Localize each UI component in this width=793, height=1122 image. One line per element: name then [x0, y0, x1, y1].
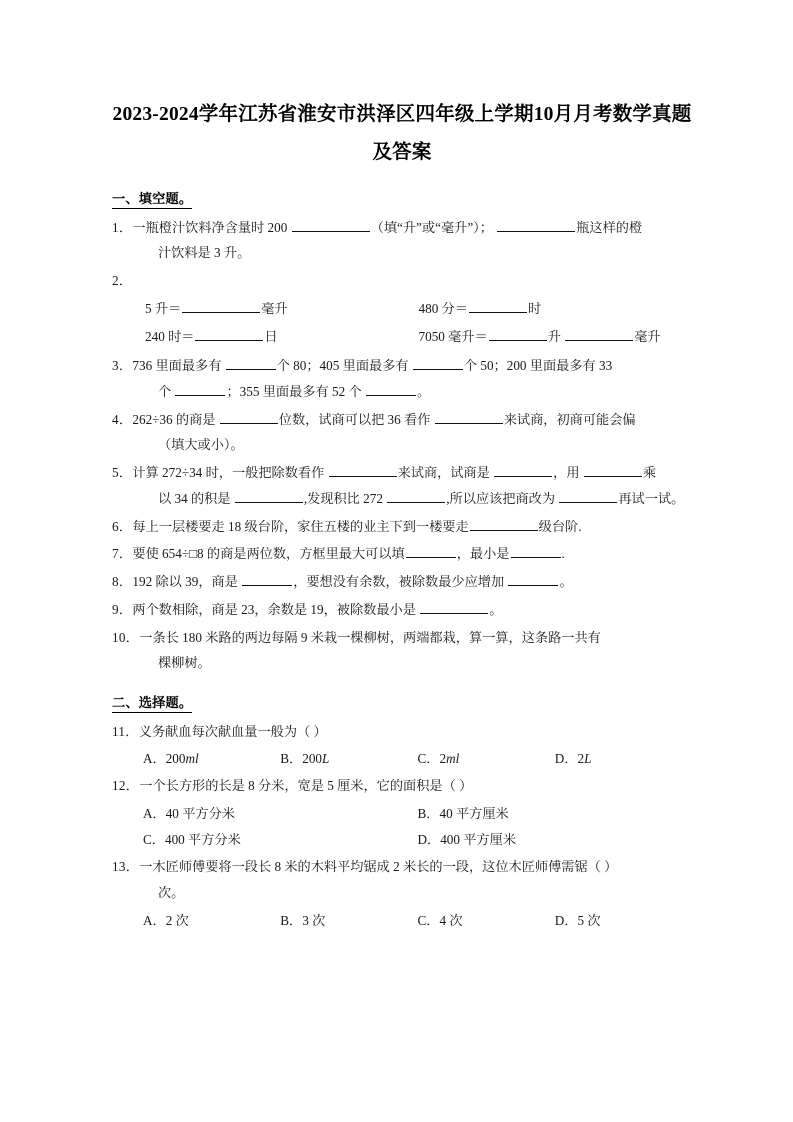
- question-6-number: 6．: [112, 518, 133, 534]
- question-4-blank-2[interactable]: [435, 409, 503, 423]
- question-2-conversion-grid: [112, 296, 692, 350]
- question-7-text-c: .: [561, 546, 565, 562]
- conversion-item-1-lead: 5 升＝: [145, 300, 182, 316]
- question-4-text-b: 位数，试商可以把 36 看作: [278, 411, 431, 427]
- question-5-text-c: ，用: [553, 465, 580, 481]
- question-9-text-a: 两个数相除，商是 23，余数是 19，被除数最小是: [132, 601, 416, 617]
- question-5-line2: [135, 486, 692, 512]
- question-11-number: 11．: [112, 723, 139, 739]
- question-9-number: 9．: [112, 601, 133, 617]
- question-5-blank-5[interactable]: [387, 489, 445, 503]
- question-8-number: 8．: [112, 574, 133, 590]
- question-10-text-a: 一条长 180 米路的两边每隔 9 米栽一棵柳树，两端都栽，算一算，这条路一共有: [139, 629, 601, 645]
- question-3-text-d: 个: [158, 383, 172, 399]
- question-5-text-g: ,所以应该把商改为: [446, 490, 556, 506]
- question-5-text-e: 以 34 的积是: [158, 490, 231, 506]
- question-3-text-a: 736 里面最多有: [132, 358, 222, 374]
- question-8-text-c: 。: [559, 574, 573, 590]
- question-8: [112, 569, 692, 595]
- question-7-text-b: ，最小是: [456, 546, 510, 562]
- question-13: [112, 854, 692, 905]
- question-6-text-b: 级台阶.: [538, 518, 582, 534]
- question-12-option-c[interactable]: C．400 平方分米: [143, 832, 241, 848]
- page-title: 2023-2024学年江苏省淮安市洪泽区四年级上学期10月月考数学真题及答案: [112, 104, 692, 164]
- question-11-option-d[interactable]: [555, 746, 692, 772]
- question-1-line2: 汁饮料是 3 升。: [158, 245, 251, 261]
- question-4-blank-1[interactable]: [220, 409, 278, 423]
- question-1-blank-2[interactable]: [497, 217, 575, 231]
- question-3-text-c: 个 50；200 里面最多有 33: [463, 358, 613, 374]
- question-3-text-f: 。: [416, 383, 431, 399]
- question-5-number: 5．: [112, 465, 133, 481]
- question-9-blank-1[interactable]: [420, 600, 488, 614]
- question-5-text-d: 乘: [642, 465, 657, 481]
- question-13-option-b[interactable]: B．3 次: [280, 912, 326, 928]
- question-2: [112, 268, 692, 294]
- question-9-text-b: 。: [489, 601, 503, 617]
- question-10-line2: 棵柳树。: [158, 655, 211, 671]
- question-3-text-e: ；355 里面最多有 52 个: [226, 383, 362, 399]
- conversion-item-4-mid: 升: [547, 329, 561, 345]
- question-11-option-a-unit: ml: [185, 751, 199, 767]
- question-3-number: 3．: [112, 358, 133, 374]
- question-11-option-d-label: D．2: [554, 751, 585, 767]
- question-7-blank-1[interactable]: [406, 544, 456, 558]
- question-1-text-a: 一瓶橙汁饮料净含量时 200: [132, 219, 288, 235]
- question-12: [112, 773, 692, 799]
- question-1: [112, 215, 692, 266]
- question-13-line2: 次。: [158, 884, 185, 900]
- question-10-number: 10．: [112, 629, 140, 645]
- question-8-blank-1[interactable]: [242, 572, 292, 586]
- conversion-item-4-blank-2[interactable]: [565, 327, 633, 341]
- question-9: [112, 597, 692, 623]
- conversion-row-2: [135, 324, 692, 350]
- question-11-option-c-unit: ml: [446, 751, 460, 767]
- question-8-blank-2[interactable]: [508, 572, 558, 586]
- question-7-text-a: 要使 654÷□8 的商是两位数，方框里最大可以填: [132, 546, 405, 562]
- conversion-item-4-lead: 7050 毫升＝: [418, 329, 488, 345]
- question-12-options-row-2: [112, 827, 692, 853]
- question-3: [112, 353, 692, 404]
- question-5-blank-1[interactable]: [329, 463, 397, 477]
- question-6-text-a: 每上一层楼要走 18 级台阶，家住五楼的业主下到一楼要走: [132, 518, 469, 534]
- section-heading-fill-in-text: 一、填空题。: [112, 191, 192, 209]
- question-11-option-c[interactable]: [418, 746, 555, 772]
- conversion-item-3-lead: 240 时＝: [145, 329, 195, 345]
- section-heading-multiple-choice-text: 二、选择题。: [112, 695, 192, 713]
- question-5-text-b: 来试商，试商是: [397, 465, 490, 481]
- conversion-item-4: [419, 324, 693, 350]
- question-7-blank-2[interactable]: [511, 544, 561, 558]
- question-4-line2: （填大或小）。: [158, 437, 244, 453]
- question-13-options: [112, 908, 692, 934]
- question-8-text-b: ，要想没有余数，被除数最少应增加: [293, 574, 505, 590]
- question-1-text-b: （填“升”或“毫升”）；: [370, 219, 493, 235]
- question-3-text-b: 个 80；405 里面最多有: [276, 358, 409, 374]
- question-6-blank-1[interactable]: [470, 516, 538, 530]
- question-3-blank-3[interactable]: [175, 382, 225, 396]
- conversion-item-2-blank[interactable]: [469, 299, 527, 313]
- question-12-number: 12．: [112, 777, 140, 793]
- question-7-number: 7．: [112, 546, 133, 562]
- question-3-blank-1[interactable]: [226, 356, 276, 370]
- question-1-blank-1[interactable]: [292, 217, 370, 231]
- question-5-blank-6[interactable]: [559, 489, 617, 503]
- question-5-text-f: ,发现积比 272: [303, 490, 383, 506]
- question-1-text-c: 瓶这样的橙: [576, 219, 643, 235]
- question-12-option-d[interactable]: D．400 平方厘米: [417, 832, 517, 848]
- conversion-item-4-blank-1[interactable]: [489, 327, 547, 341]
- question-6: [112, 514, 692, 540]
- question-12-options-row-1: [112, 801, 692, 827]
- question-5-blank-3[interactable]: [584, 463, 642, 477]
- question-4: [112, 407, 692, 458]
- question-11-option-a-label: A．200: [143, 751, 186, 767]
- question-7: [112, 541, 692, 567]
- question-8-text-a: 192 除以 39，商是: [132, 574, 238, 590]
- page-content: [112, 0, 692, 934]
- question-11-option-b-unit: L: [322, 751, 330, 767]
- section-heading-multiple-choice: [112, 695, 692, 713]
- question-3-blank-4[interactable]: [366, 382, 416, 396]
- conversion-item-3-tail: 日: [264, 329, 278, 345]
- question-11-option-c-label: C．2: [417, 751, 447, 767]
- question-5-blank-2[interactable]: [494, 463, 552, 477]
- question-3-blank-2[interactable]: [413, 356, 463, 370]
- question-4-text-a: 262÷36 的商是: [132, 411, 216, 427]
- question-12-option-a[interactable]: A．40 平方分米: [143, 805, 235, 821]
- question-11-option-b-label: B．200: [280, 751, 323, 767]
- conversion-item-1: [135, 296, 419, 322]
- question-11-options: [112, 746, 692, 772]
- question-10: [112, 625, 692, 676]
- section-heading-fill-in: [112, 191, 692, 209]
- conversion-item-2-tail: 时: [527, 300, 542, 316]
- question-11: [112, 719, 692, 745]
- conversion-item-4-tail: 毫升: [634, 329, 661, 345]
- conversion-item-3-blank[interactable]: [195, 327, 263, 341]
- question-5: [112, 460, 692, 511]
- question-11-stem: 义务献血每次献血量一般为（ ）: [138, 723, 327, 739]
- question-3-line2: [135, 379, 692, 405]
- question-1-number: 1．: [112, 219, 133, 235]
- question-13-option-c[interactable]: C．4 次: [417, 912, 463, 928]
- question-13-option-d[interactable]: D．5 次: [554, 912, 601, 928]
- question-13-stem: 一木匠师傅要将一段长 8 米的木料平均锯成 2 米长的一段，这位木匠师傅需锯（ ）: [139, 859, 618, 875]
- conversion-item-3: [135, 324, 419, 350]
- question-11-option-b[interactable]: [280, 746, 417, 772]
- conversion-item-1-blank[interactable]: [182, 299, 260, 313]
- conversion-row-1: [135, 296, 692, 322]
- question-13-option-a[interactable]: A．2 次: [143, 912, 189, 928]
- question-5-blank-4[interactable]: [235, 489, 303, 503]
- question-11-option-a[interactable]: [135, 746, 280, 772]
- question-11-option-d-unit: L: [584, 751, 592, 767]
- question-13-number: 13．: [112, 859, 140, 875]
- question-12-stem: 一个长方形的长是 8 分米，宽是 5 厘米，它的面积是（ ）: [139, 777, 473, 793]
- question-12-option-b[interactable]: B．40 平方厘米: [417, 805, 509, 821]
- conversion-item-2: [419, 296, 693, 322]
- question-5-text-h: 再试一试。: [618, 490, 685, 506]
- question-4-number: 4．: [112, 411, 133, 427]
- question-4-text-c: 来试商，初商可能会偏: [503, 411, 636, 427]
- conversion-item-1-tail: 毫升: [261, 300, 288, 316]
- question-2-number: 2．: [112, 273, 133, 288]
- question-5-text-a: 计算 272÷34 时，一般把除数看作: [132, 465, 325, 481]
- conversion-item-2-lead: 480 分＝: [418, 300, 468, 316]
